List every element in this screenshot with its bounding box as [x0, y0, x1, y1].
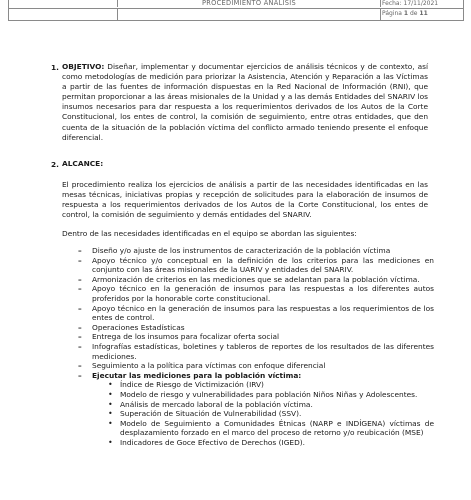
sub-list-item: • Indicadores de Goce Efectivo de Derechos (IGED). [108, 437, 306, 447]
list-item: – Armonización de criterios en las mediciones que se adelantan para la población víctima. [78, 274, 420, 284]
round-bullet-icon: • [108, 409, 113, 419]
round-bullet-icon: • [108, 418, 113, 428]
list-item: – Apoyo técnico y/o conceptual en la definición de los criterios para las mediciones en conjunto con las áreas misionales de la UARIV y entidades del SNARIV. [78, 255, 434, 275]
dash-bullet-icon: – [78, 361, 82, 371]
list-item: – Entrega de los insumos para focalizar oferta social [78, 332, 280, 342]
round-bullet-icon: • [108, 389, 113, 399]
sub-list-item: • Modelo de Seguimiento a Comunidades Étnicas (NARP e INDÍGENA) víctimas de desplazamiento forzado en el marco del proceso de retorno y/o reubicación (MSE) [108, 418, 434, 438]
mediciones-sublist [92, 380, 434, 447]
section-number-objetivo: 1. [51, 63, 59, 72]
dash-bullet-icon: – [78, 246, 82, 255]
document-header [0, 0, 471, 21]
list-item: – Operaciones Estadísticas [78, 322, 185, 332]
list-item: – Apoyo técnico en la generación de insumos para las respuestas a los requerimientos de los entes de control. [78, 303, 434, 323]
list-item: – Diseño y/o ajuste de los instrumentos de caracterización de la población víctima [78, 246, 391, 255]
dash-bullet-icon: – [78, 322, 82, 332]
dash-bullet-icon: – [78, 255, 82, 265]
page-counter: Página 1 de 11 [382, 10, 428, 17]
list-item: – Apoyo técnico en la generación de insumos para las respuestas a los diferentes autos proferidos por la honorable corte constitucional. [78, 284, 434, 303]
list-item: – Seguimiento a la política para víctimas con enfoque diferencial [78, 361, 326, 371]
alcance-list [62, 246, 434, 447]
page-current: 1 [403, 10, 409, 17]
dash-bullet-icon: – [78, 274, 82, 284]
round-bullet-icon: • [108, 380, 113, 390]
dash-bullet-icon: – [78, 341, 82, 351]
header-middle-cell [117, 8, 381, 20]
section-label-objetivo: OBJETIVO: [62, 62, 105, 71]
alcance-intro: El procedimiento realiza los ejercicios de análisis a partir de las necesidades identificadas en las mesas técnicas, iniciativas propias y recepción de solicitudes para la elaboración de insumos de respuesta a los requerimientos derivados de los Autos de la Corte Constitucional, los entes de control, la comisión de seguimiento y demás entidades del SNARIV. [62, 180, 428, 220]
dash-bullet-icon: – [78, 303, 82, 313]
sub-list-item: • Análisis de mercado laboral de la población víctima. [108, 399, 313, 409]
list-item-mediciones: – Ejecutar las mediciones para la población víctima: • Índice de Riesgo de Victimización (IRV) • Modelo de riesgo y vulnerabilidades para población Niños Niñas y Adolescentes. • Análisis de mercado laboral de la población víctima. • Superación de Situación de Vulnerabilidad (SSV). • Modelo de Seguimiento a Comunidades Étnicas (NARP e INDÍGENA) víctimas de desplazamiento forzado en el marco del proceso de retorno y/o reubicación (MSE) • Indicadores de Goce Efectivo de Derechos (IGED). [78, 370, 434, 447]
document-title: PROCEDIMIENTO ANÁLISIS [117, 0, 381, 7]
sub-list-item: • Modelo de riesgo y vulnerabilidades para población Niños Niñas y Adolescentes. [108, 389, 418, 399]
dash-bullet-icon: – [78, 370, 82, 380]
list-item: – Infografías estadísticas, boletines y tableros de reportes de los resultados de las diferentes mediciones. [78, 341, 434, 361]
sub-list-item: • Índice de Riesgo de Victimización (IRV) [108, 380, 264, 390]
page-total: 11 [419, 10, 428, 17]
document-date: Fecha: 17/11/2021 [382, 0, 439, 7]
header-row-page [8, 8, 464, 21]
section-objetivo [62, 62, 428, 143]
section-text-objetivo: Diseñar, implementar y documentar ejercicios de análisis técnicos y de contexto, así como metodologías de medición para priorizar la Asistencia, Atención y Reparación a las Víctimas a partir de las fuentes de información dispuestas en la Red Nacional de Información (RNI), que permitan proporcionar a las áreas misionales de la Unidad y a las demás Entidades del SNARIV los insumos necesarios para dar respuesta a los requerimientos derivados de los Autos de la Corte Constitucional, los entes de control, la comisión de seguimiento, entre otras entidades, que den cuenta de la situación de la población víctima del conflicto armado teniendo presente el enfoque diferencial. [62, 62, 428, 142]
sub-list-item: • Superación de Situación de Vulnerabilidad (SSV). [108, 409, 302, 419]
round-bullet-icon: • [108, 437, 113, 447]
round-bullet-icon: • [108, 399, 113, 409]
alcance-intro-2: Dentro de las necesidades identificadas en el equipo se abordan las siguientes: [62, 229, 357, 238]
section-label-alcance: ALCANCE: [62, 159, 104, 168]
dash-bullet-icon: – [78, 284, 82, 294]
section-number-alcance: 2. [51, 160, 59, 169]
dash-bullet-icon: – [78, 332, 82, 342]
